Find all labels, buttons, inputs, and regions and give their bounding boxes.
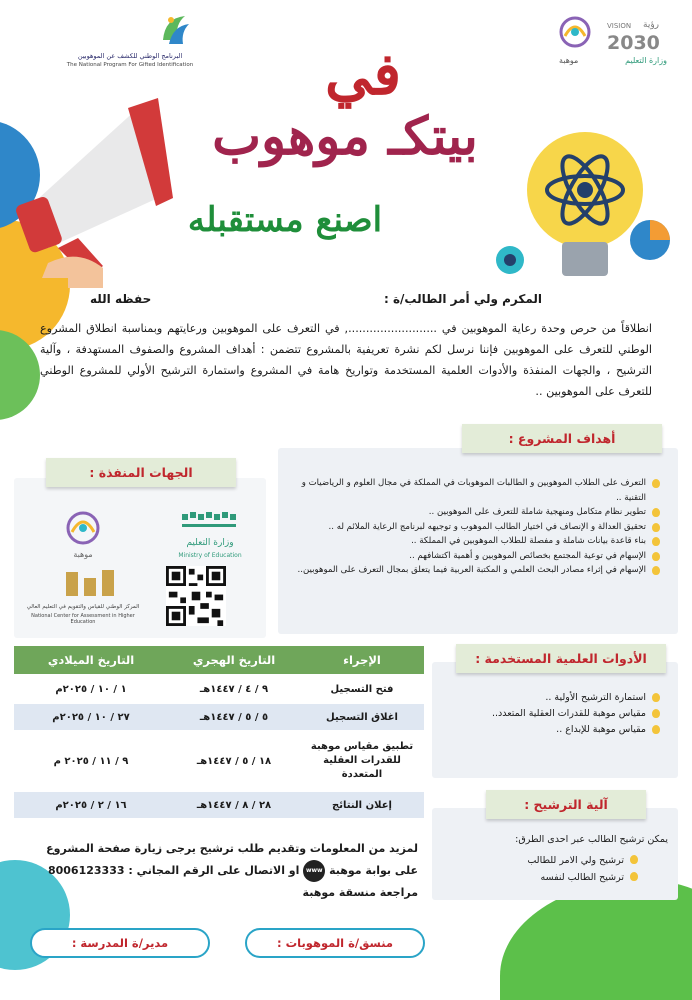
title-line1: في (325, 40, 402, 108)
footer-portal-text: على بوابة موهبة (329, 864, 418, 877)
greeting-recipient: المكرم ولي أمر الطالب/ة : (383, 292, 542, 306)
title-line2: بيتكـ موهوب (212, 106, 478, 167)
schedule-hijri: ٩ / ٤ / ١٤٤٧هـ (168, 676, 300, 702)
qiyas-logo-arabic: المركز الوطني للقياس والتقويم في التعليم العالي (26, 604, 140, 610)
objective-item: الإسهام في توعية المجتمع بخصائص الموهوبين و أهمية اكتشافهم .. (290, 549, 662, 564)
table-row (14, 704, 424, 730)
mawhiba-entity-label: موهبة (73, 550, 93, 559)
nomination-item: ترشيح الطالب لنفسه (440, 869, 640, 886)
schedule-gregorian: ٢٧ / ١٠ / ٢٠٢٥م (14, 704, 168, 730)
schedule-action: فتح التسجيل (300, 676, 424, 702)
footer-phone-text: او الاتصال على الرقم المجاني : (128, 864, 300, 877)
footer-line1: لمزيد من المعلومات وتقديم طلب ترشيح يرجى زيارة صفحة المشروع (46, 842, 418, 855)
ministry-logo-arabic: وزارة التعليم (186, 538, 234, 548)
schedule-header-action: الإجراء (300, 646, 424, 674)
footer-info (18, 838, 418, 904)
objective-item: التعرف على الطلاب الموهوبين و الطالبات الموهوبات في المملكة في مجال العلوم و الرياضيات و التقنية .. (290, 476, 662, 505)
footer-phone[interactable]: 8006123333 (47, 864, 125, 877)
nomination-item: ترشيح ولي الامر للطالب (440, 852, 640, 869)
principal-signature-box[interactable]: مدير/ة المدرسة : (30, 928, 210, 958)
program-logo-arabic: البرنامج الوطني للكشف عن الموهوبين (77, 52, 183, 60)
vision-year: 2030 (607, 32, 660, 54)
tool-item: مقياس موهبة للقدرات العقلية المتعدد.. (448, 706, 662, 722)
mawhiba-entity-logo-icon (60, 508, 106, 548)
tools-list (448, 690, 662, 738)
footer-line2 (18, 860, 418, 882)
vision-arabic: رؤية (643, 20, 660, 30)
objective-item: الإسهام في إثراء مصادر البحث العلمي و المكتبة العربية فيما يتعلق بمجال التعرف على الموهوبين.. (290, 563, 662, 578)
ministry-logo-english: Ministry of Education (178, 552, 242, 559)
qr-code-icon[interactable] (166, 566, 226, 626)
objectives-list (290, 476, 662, 578)
tools-heading: الأدوات العلمية المستخدمة : (456, 644, 666, 673)
ministry-logo-icon (180, 510, 240, 536)
schedule-hijri: ١٨ / ٥ / ١٤٤٧هـ (168, 732, 300, 790)
title-subtitle: اصنع مستقبله (187, 200, 383, 240)
objective-item: تحقيق العدالة و الإنصاف في اختيار الطالب الموهوب و توجيهه لبرنامج الرعاية الملائم له .. (290, 520, 662, 535)
table-row (14, 676, 424, 702)
objective-item: بناء قاعدة بيانات شاملة و مفصلة للطلاب الموهوبين في المملكة .. (290, 534, 662, 549)
intro-paragraph: انطلاقاً من حرص وحدة رعاية الموهوبين في ........................., في التعرف على الموهوبين ورعايتهم وبمناسبة انطلاق المشروع الوطني للتعرف على الموهوبين فإننا نرسل لكم نشرة تعريفية بالمشروع تتضمن : أهداف المشروع والصفوف المستهدفة ، وآلية الترشيح ، والجهات المنفذة والأدوات العلمية المستخدمة وتواريخ هامة في المشروع واستمارة الترشيح الأولي للمشروع الوطني للتعرف على الموهوبين .. (40, 322, 652, 398)
objective-item: تطوير نظام متكامل ومنهجية شاملة للتعرف على الموهوبين .. (290, 505, 662, 520)
title-block (175, 40, 515, 190)
tool-item: مقياس موهبة للإبداع .. (448, 722, 662, 738)
schedule-action: اغلاق التسجيل (300, 704, 424, 730)
entities-heading: الجهات المنفذة : (46, 458, 236, 487)
schedule-header-hijri: التاريخ الهجري (168, 646, 300, 674)
footer-line3: مراجعة منسقة موهبة (302, 886, 418, 899)
schedule-hijri: ٥ / ٥ / ١٤٤٧هـ (168, 704, 300, 730)
decor-green-blob (0, 330, 40, 420)
ministry-label: وزارة التعليم (625, 56, 667, 65)
schedule-table (14, 644, 424, 820)
vision-label: VISION (607, 22, 632, 30)
mawhiba-label: موهبة (559, 56, 579, 65)
greeting-honorific: حفظه الله (90, 292, 152, 306)
program-logo-icon (155, 10, 195, 50)
coordinator-signature-box[interactable]: منسق/ة الموهوبات : (245, 928, 425, 958)
qiyas-logo-english: National Center for Assessment in Higher Education (31, 613, 135, 625)
schedule-gregorian: ١ / ١٠ / ٢٠٢٥م (14, 676, 168, 702)
program-logo (60, 10, 200, 80)
schedule-header-gregorian: التاريخ الميلادي (14, 646, 168, 674)
vision-ministry-logos (555, 14, 675, 84)
schedule-action: إعلان النتائج (300, 792, 424, 818)
schedule-gregorian: ٩ / ١١ / ٢٠٢٥ م (14, 732, 168, 790)
tool-item: استمارة الترشيح الأولية .. (448, 690, 662, 706)
mawhiba-logo-icon (555, 14, 595, 60)
www-icon[interactable]: www (303, 860, 325, 882)
schedule-action: تطبيق مقياس موهبة للقدرات العقلية المتعددة (300, 732, 424, 790)
table-row (14, 792, 424, 818)
schedule-hijri: ٢٨ / ٨ / ١٤٤٧هـ (168, 792, 300, 818)
nomination-list (440, 852, 640, 886)
table-row (14, 732, 424, 790)
objectives-heading: أهداف المشروع : (462, 424, 662, 453)
schedule-header-row (14, 646, 424, 674)
schedule-gregorian: ١٦ / ٢ / ٢٠٢٥م (14, 792, 168, 818)
program-logo-english: The National Program For Gifted Identification (66, 62, 194, 68)
megaphone-icon (8, 88, 188, 288)
lightbulb-icon (490, 110, 680, 300)
nomination-intro: يمكن ترشيح الطالب عبر احدى الطرق: (515, 834, 668, 845)
qiyas-logo-icon (60, 566, 120, 602)
nomination-heading: آلية الترشيح : (486, 790, 646, 819)
